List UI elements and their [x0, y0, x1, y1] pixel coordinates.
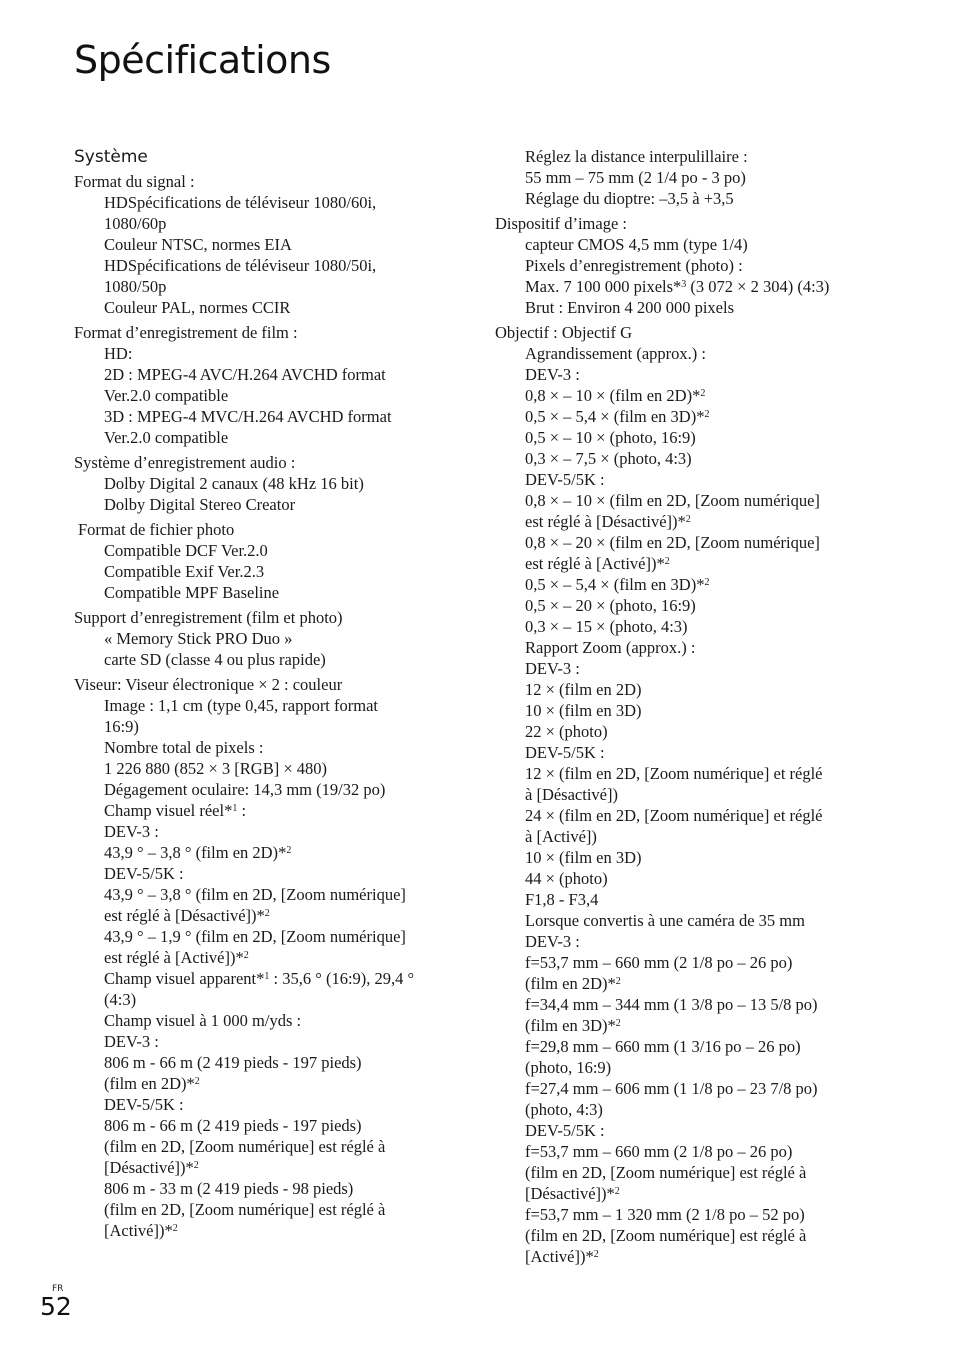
- spec-entry: [495, 213, 867, 318]
- left-entries: [74, 171, 444, 1241]
- spec-line: (photo, 16:9): [525, 1058, 612, 1077]
- spec-line: DEV-3 :: [104, 1032, 159, 1051]
- spec-line: Compatible Exif Ver.2.3: [104, 562, 265, 581]
- spec-line: Réglage du dioptre: –3,5 à +3,5: [525, 189, 734, 208]
- spec-entry: [74, 519, 444, 603]
- spec-entry-label: Viseur: Viseur électronique × 2 : couleur: [74, 675, 343, 694]
- spec-entry-label: Format d’enregistrement de film :: [74, 323, 298, 342]
- spec-entry: [74, 322, 444, 448]
- spec-line: Champ visuel réel*$^1$ :: [104, 801, 247, 820]
- spec-line: (film en 2D, [Zoom numérique] est réglé à: [104, 1200, 386, 1219]
- spec-line: 10 × (film en 3D): [525, 701, 642, 720]
- spec-line: est réglé à [Activé])*$^2$: [104, 948, 249, 967]
- spec-line: (film en 3D)*$^2$: [525, 1016, 621, 1035]
- spec-line: à [Désactivé]): [525, 785, 618, 804]
- spec-entry: [74, 452, 444, 515]
- spec-line: 2D : MPEG-4 AVC/H.264 AVCHD format: [104, 365, 386, 384]
- spec-line: Dégagement oculaire: 14,3 mm (19/32 po): [104, 780, 386, 799]
- page-language-code: FR: [52, 1284, 64, 1294]
- spec-line: Rapport Zoom (approx.) :: [525, 638, 696, 657]
- spec-line: DEV-5/5K :: [525, 1121, 605, 1140]
- spec-line: [Activé])*$^2$: [104, 1221, 178, 1240]
- spec-line: 0,3 × – 15 × (photo, 4:3): [525, 617, 688, 636]
- spec-line: est réglé à [Désactivé])*$^2$: [525, 512, 691, 531]
- page-title: Spécifications: [74, 38, 331, 82]
- spec-line: (film en 2D)*$^2$: [525, 974, 621, 993]
- spec-line: (film en 2D, [Zoom numérique] est réglé à: [104, 1137, 386, 1156]
- spec-line: HD:: [104, 344, 133, 363]
- spec-line: Compatible DCF Ver.2.0: [104, 541, 268, 560]
- page-number: 52: [40, 1292, 72, 1321]
- spec-entry-label: Support d’enregistrement (film et photo): [74, 608, 343, 627]
- spec-line: 43,9 ° – 3,8 ° (film en 2D, [Zoom numérique]: [104, 885, 406, 904]
- spec-line: f=53,7 mm – 1 320 mm (2 1/8 po – 52 po): [525, 1205, 805, 1224]
- spec-line: 0,3 × – 7,5 × (photo, 4:3): [525, 449, 692, 468]
- spec-line: Compatible MPF Baseline: [104, 583, 280, 602]
- spec-line: f=27,4 mm – 606 mm (1 1/8 po – 23 7/8 po): [525, 1079, 818, 1098]
- spec-line: (photo, 4:3): [525, 1100, 603, 1119]
- spec-line: Réglez la distance interpulillaire :: [525, 147, 748, 166]
- spec-line: DEV-3 :: [525, 932, 580, 951]
- spec-line: f=53,7 mm – 660 mm (2 1/8 po – 26 po): [525, 1142, 793, 1161]
- spec-line: [Désactivé])*$^2$: [104, 1158, 199, 1177]
- spec-line: HDSpécifications de téléviseur 1080/50i,: [104, 256, 377, 275]
- spec-line: 0,5 × – 5,4 × (film en 3D)*$^2$: [525, 407, 710, 426]
- spec-line: 1080/60p: [104, 214, 167, 233]
- spec-line: (film en 2D, [Zoom numérique] est réglé à: [525, 1163, 807, 1182]
- spec-line: Champ visuel à 1 000 m/yds :: [104, 1011, 302, 1030]
- spec-line: DEV-3 :: [525, 365, 580, 384]
- spec-line: carte SD (classe 4 ou plus rapide): [104, 650, 326, 669]
- spec-line: 806 m - 33 m (2 419 pieds - 98 pieds): [104, 1179, 354, 1198]
- spec-line: DEV-5/5K :: [525, 743, 605, 762]
- spec-line: Agrandissement (approx.) :: [525, 344, 706, 363]
- spec-line: f=53,7 mm – 660 mm (2 1/8 po – 26 po): [525, 953, 793, 972]
- spec-line: 0,8 × – 20 × (film en 2D, [Zoom numérique]: [525, 533, 820, 552]
- spec-line: DEV-3 :: [104, 822, 159, 841]
- spec-line: 10 × (film en 3D): [525, 848, 642, 867]
- right-column: [495, 146, 867, 1271]
- spec-line: 12 × (film en 2D): [525, 680, 642, 699]
- spec-line: HDSpécifications de téléviseur 1080/60i,: [104, 193, 377, 212]
- spec-line: 0,5 × – 20 × (photo, 16:9): [525, 596, 696, 615]
- spec-line: Max. 7 100 000 pixels*$^3$ (3 072 × 2 304) (4:3): [525, 277, 830, 296]
- spec-line: 16:9): [104, 717, 139, 736]
- spec-line: Brut : Environ 4 200 000 pixels: [525, 298, 734, 317]
- spec-line: DEV-5/5K :: [104, 1095, 184, 1114]
- spec-entry: [74, 607, 444, 670]
- spec-line: (film en 2D)*$^2$: [104, 1074, 200, 1093]
- spec-line: Image : 1,1 cm (type 0,45, rapport format: [104, 696, 378, 715]
- spec-line: 55 mm – 75 mm (2 1/4 po - 3 po): [525, 168, 746, 187]
- spec-line: Ver.2.0 compatible: [104, 386, 229, 405]
- spec-line: capteur CMOS 4,5 mm (type 1/4): [525, 235, 748, 254]
- spec-line: 0,5 × – 10 × (photo, 16:9): [525, 428, 696, 447]
- spec-line: 0,8 × – 10 × (film en 2D, [Zoom numérique]: [525, 491, 820, 510]
- right-intro: [495, 146, 867, 209]
- spec-line: DEV-5/5K :: [104, 864, 184, 883]
- spec-line: 806 m - 66 m (2 419 pieds - 197 pieds): [104, 1116, 362, 1135]
- spec-line: 22 × (photo): [525, 722, 608, 741]
- section-heading-systeme: Système: [74, 147, 148, 167]
- spec-line: 0,5 × – 5,4 × (film en 3D)*$^2$: [525, 575, 710, 594]
- spec-line: 0,8 × – 10 × (film en 2D)*$^2$: [525, 386, 706, 405]
- spec-entry-label: Format du signal :: [74, 172, 195, 191]
- spec-line: 806 m - 66 m (2 419 pieds - 197 pieds): [104, 1053, 362, 1072]
- spec-line: Ver.2.0 compatible: [104, 428, 229, 447]
- spec-line: 3D : MPEG-4 MVC/H.264 AVCHD format: [104, 407, 392, 426]
- spec-line: 44 × (photo): [525, 869, 608, 888]
- spec-entry-label: Objectif : Objectif G: [495, 323, 632, 342]
- spec-entry-label: Dispositif d’image :: [495, 214, 627, 233]
- spec-line: est réglé à [Activé])*$^2$: [525, 554, 670, 573]
- spec-line: Pixels d’enregistrement (photo) :: [525, 256, 743, 275]
- spec-line: 1 226 880 (852 × 3 [RGB] × 480): [104, 759, 328, 778]
- spec-line: f=29,8 mm – 660 mm (1 3/16 po – 26 po): [525, 1037, 801, 1056]
- spec-line: « Memory Stick PRO Duo »: [104, 629, 293, 648]
- spec-line: [Activé])*$^2$: [525, 1247, 599, 1266]
- spec-line: (film en 2D, [Zoom numérique] est réglé à: [525, 1226, 807, 1245]
- spec-line: est réglé à [Désactivé])*$^2$: [104, 906, 270, 925]
- spec-line: Couleur NTSC, normes EIA: [104, 235, 292, 254]
- spec-line: F1,8 - F3,4: [525, 890, 599, 909]
- spec-line: Champ visuel apparent*$^1$ : 35,6 ° (16:9), 29,4 °: [104, 969, 415, 988]
- spec-line: Nombre total de pixels :: [104, 738, 264, 757]
- spec-line: [Désactivé])*$^2$: [525, 1184, 620, 1203]
- spec-line: f=34,4 mm – 344 mm (1 3/8 po – 13 5/8 po): [525, 995, 818, 1014]
- spec-entry-label: Format de fichier photo: [78, 520, 235, 539]
- left-column: [74, 146, 444, 1245]
- spec-line: DEV-5/5K :: [525, 470, 605, 489]
- spec-line: 43,9 ° – 1,9 ° (film en 2D, [Zoom numérique]: [104, 927, 406, 946]
- spec-line: 12 × (film en 2D, [Zoom numérique] et réglé: [525, 764, 823, 783]
- spec-line: Lorsque convertis à une caméra de 35 mm: [525, 911, 805, 930]
- spec-line: à [Activé]): [525, 827, 597, 846]
- spec-line: DEV-3 :: [525, 659, 580, 678]
- right-entries: [495, 213, 867, 1267]
- spec-line: Couleur PAL, normes CCIR: [104, 298, 291, 317]
- spec-line: Dolby Digital Stereo Creator: [104, 495, 296, 514]
- spec-entry-label: Système d’enregistrement audio :: [74, 453, 296, 472]
- spec-line: Dolby Digital 2 canaux (48 kHz 16 bit): [104, 474, 364, 493]
- spec-line: 24 × (film en 2D, [Zoom numérique] et réglé: [525, 806, 823, 825]
- spec-entry: [74, 171, 444, 318]
- spec-line: 1080/50p: [104, 277, 167, 296]
- spec-entry: [74, 674, 444, 1241]
- spec-line: 43,9 ° – 3,8 ° (film en 2D)*$^2$: [104, 843, 292, 862]
- spec-line: (4:3): [104, 990, 137, 1009]
- spec-entry: [495, 322, 867, 1267]
